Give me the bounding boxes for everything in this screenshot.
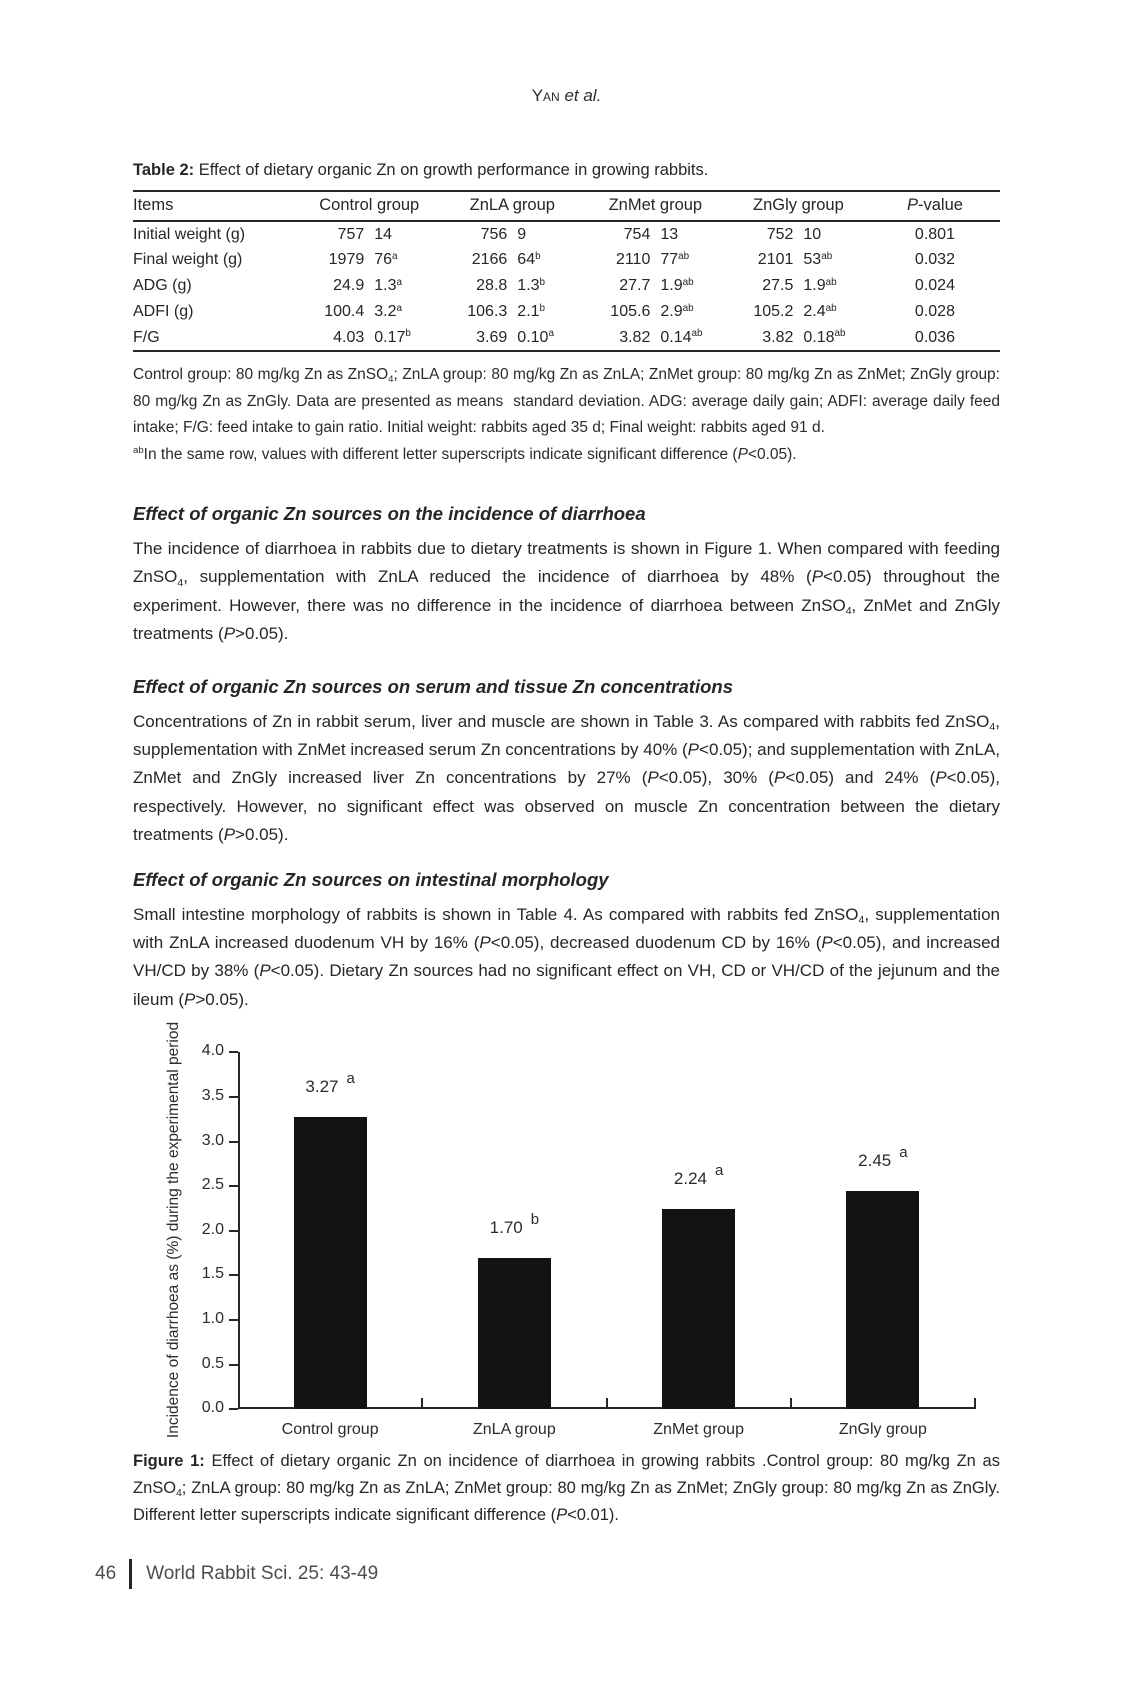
y-axis-tick-label: 3.0 <box>201 1131 224 1149</box>
y-axis-tick <box>229 1230 238 1232</box>
x-axis-category-label: ZnLA group <box>473 1421 556 1439</box>
y-axis-tick <box>229 1408 238 1410</box>
column-header-znla: ZnLA group <box>441 191 584 221</box>
page-footer <box>95 1559 1000 1589</box>
y-axis-tick-label: 0.5 <box>201 1354 224 1372</box>
row-item-label: ADFI (g) <box>133 303 194 320</box>
table-footnotes <box>133 362 1000 468</box>
row-p-value: 0.032 <box>914 251 955 268</box>
x-axis-tick <box>790 1398 792 1409</box>
table-body <box>133 221 1000 351</box>
section-body-diarrhoea: The incidence of diarrhoea in rabbits due to dietary treatments is shown in Figure 1. When compared with feeding ZnSO$_4$, supplementation with ZnLA reduced the incidence of diarrhoea by 48% (P<0.05) throughout the experiment. However, there was no difference in the incidence of diarrhoea between ZnSO$_4$, ZnMet and ZnGly treatments (P>0.05). <box>133 539 1000 644</box>
row-value-cell: 752 10 <box>766 225 822 243</box>
x-axis-category-label: ZnMet group <box>653 1421 744 1439</box>
table-footnote-groups: Control group: 80 mg/kg Zn as ZnSO$_4$; ZnLA group: 80 mg/kg Zn as ZnLA; ZnMet group: 80 mg/kg Zn as ZnMet; ZnGly group: 80 mg/kg Zn as ZnGly. Data are presented as means standard deviation. ADG: average daily gain; ADFI: average daily feed intake; F/G: feed intake to gain ratio. Initial weight: rabbits aged 35 d; Final weight: rabbits aged 91 d. <box>133 366 1000 436</box>
row-item-label: Initial weight (g) <box>133 225 246 243</box>
y-axis-tick-label: 0.0 <box>201 1399 224 1417</box>
x-axis-tick <box>606 1398 608 1409</box>
column-header-items: Items <box>133 191 298 221</box>
bar-znla-group <box>478 1258 551 1410</box>
y-axis-tick <box>229 1096 238 1098</box>
y-axis-tick-label: 4.0 <box>201 1042 224 1060</box>
table-title: Table 2: Effect of dietary organic Zn on growth performance in growing rabbits. <box>133 161 709 179</box>
row-value-cell: 3.82 0.14$^{ab}$ <box>619 328 703 346</box>
row-p-value: 0.801 <box>914 225 955 243</box>
journal-reference: World Rabbit Sci. 25: 43-49 <box>146 1563 379 1585</box>
y-axis-tick-label: 2.5 <box>201 1176 224 1194</box>
x-axis-tick <box>974 1398 976 1409</box>
running-head: Yan et al. <box>531 86 602 105</box>
footer-divider <box>129 1559 132 1589</box>
row-value-cell: 106.3 2.1$^b$ <box>467 302 546 320</box>
y-axis-tick <box>229 1141 238 1143</box>
section-heading-diarrhoea: Effect of organic Zn sources on the incidence of diarrhoea <box>133 503 646 524</box>
y-axis-tick-label: 2.0 <box>201 1220 224 1238</box>
row-value-cell: 756 9 <box>480 225 527 243</box>
bar-zngly-group <box>846 1191 919 1410</box>
table-2 <box>133 190 1000 352</box>
column-header-p-value: P-value <box>870 191 1000 221</box>
row-item-label: ADG (g) <box>133 277 192 294</box>
y-axis-label: Incidence of diarrhoea as (%) during the experimental period <box>165 1022 182 1439</box>
row-value-cell: 754 13 <box>623 225 679 243</box>
row-p-value: 0.028 <box>914 303 955 320</box>
table-row <box>133 273 1000 299</box>
bar-value-label: 1.70 b <box>489 1210 540 1237</box>
row-p-value: 0.036 <box>914 328 955 346</box>
bar-value-label: 2.45 a <box>858 1143 908 1170</box>
row-value-cell: 24.9 1.3$^a$ <box>333 276 403 294</box>
row-value-cell: 28.8 1.3$^b$ <box>476 276 546 294</box>
table-2-block <box>133 158 1000 468</box>
section-body-zn-concentrations: Concentrations of Zn in rabbit serum, liver and muscle are shown in Table 3. As compared with rabbits fed ZnSO$_4$, supplementation with ZnMet increased serum Zn concentrations by 40% (P<0.05); and supplementation with ZnLA, ZnMet and ZnGly increased liver Zn concentrations by 27% (P<0.05), 30% (P<0.05) and 24% (P<0.05), respectively. However, no significant effect was observed on muscle Zn concentration between the dietary treatments (P>0.05). <box>133 711 1001 845</box>
x-axis-category-label: Control group <box>281 1421 379 1439</box>
page-number: 46 <box>95 1563 117 1585</box>
y-axis-tick-label: 3.5 <box>201 1086 224 1104</box>
row-item-label: F/G <box>133 328 160 346</box>
row-value-cell: 27.5 1.9$^{ab}$ <box>762 276 837 294</box>
table-row <box>133 299 1000 325</box>
y-axis-tick <box>229 1319 238 1321</box>
row-value-cell: 2110 $77^{ab}$ <box>615 250 690 268</box>
figure-1-caption: Figure 1: Effect of dietary organic Zn on incidence of diarrhoea in growing rabbits .Control group: 80 mg/kg Zn as ZnSO$_4$; ZnLA group: 80 mg/kg Zn as ZnLA; ZnMet group: 80 mg/kg Zn as ZnMet; ZnGly group: 80 mg/kg Zn as ZnGly. Different letter superscripts indicate significant difference (P<0.01). <box>133 1452 1000 1525</box>
row-value-cell: 3.69 0.10$^a$ <box>476 328 554 346</box>
x-axis-category-label: ZnGly group <box>838 1421 927 1439</box>
table-header <box>133 191 1000 221</box>
section-heading-intestinal-morphology: Effect of organic Zn sources on intestinal morphology <box>133 868 609 890</box>
table-row <box>133 221 1000 247</box>
bar-value-label: 2.24 a <box>673 1162 724 1189</box>
bar-value-label: 3.27 a <box>305 1070 355 1097</box>
bar-control-group <box>294 1117 367 1409</box>
column-header-control: Control group <box>298 191 441 221</box>
y-axis-tick <box>229 1051 238 1053</box>
row-item-label: Final weight (g) <box>133 251 243 268</box>
row-value-cell: 3.82 0.18$^{ab}$ <box>762 328 846 346</box>
table-row <box>133 247 1000 273</box>
y-axis-tick-label: 1.5 <box>201 1265 224 1283</box>
row-value-cell: 27.7 1.9$^{ab}$ <box>619 276 694 294</box>
row-value-cell: 105.2 2.4$^{ab}$ <box>753 302 837 320</box>
x-axis-tick <box>421 1398 423 1409</box>
row-value-cell: 4.03 0.17$^b$ <box>333 328 411 346</box>
section-body-intestinal-morphology: Small intestine morphology of rabbits is shown in Table 4. As compared with rabbits fed ZnSO$_4$, supplementation with ZnLA increased duodenum VH by 16% (P<0.05), decreased duodenum CD by 16% (P<0.05), and increased VH/CD by 38% (P<0.05). Dietary Zn sources had no significant effect on VH, CD or VH/CD of the jejunum and the ileum (P>0.05). <box>133 904 1001 1009</box>
bar-znmet-group <box>662 1209 735 1409</box>
row-value-cell: 1979 76$^a$ <box>328 250 398 268</box>
figure-1-bar-chart <box>133 1022 1000 1442</box>
column-header-zngly: ZnGly group <box>727 191 870 221</box>
table-footnote-superscripts: $^{ab}$In the same row, values with different letter superscripts indicate significant difference (P<0.05). <box>133 445 797 463</box>
row-value-cell: 2101 $53^{ab}$ <box>757 250 833 268</box>
table-row <box>133 325 1000 351</box>
column-header-znmet: ZnMet group <box>584 191 727 221</box>
row-value-cell: 757 14 <box>337 225 393 243</box>
row-value-cell: 100.4 3.2$^a$ <box>324 302 403 320</box>
row-value-cell: 105.6 2.9$^{ab}$ <box>610 302 694 320</box>
row-value-cell: 2166 64$^b$ <box>471 250 541 268</box>
y-axis-tick <box>229 1364 238 1366</box>
section-heading-zn-concentrations: Effect of organic Zn sources on serum and tissue Zn concentrations <box>133 675 733 697</box>
y-axis-tick-label: 1.0 <box>201 1310 224 1328</box>
y-axis-tick <box>229 1274 238 1276</box>
y-axis-tick <box>229 1185 238 1187</box>
row-p-value: 0.024 <box>914 277 955 294</box>
